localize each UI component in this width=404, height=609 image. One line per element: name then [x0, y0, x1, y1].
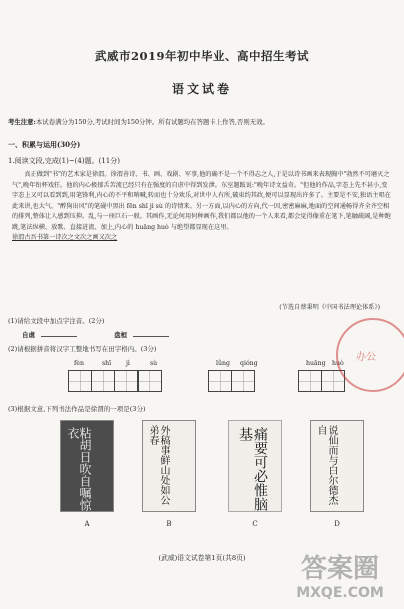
calligraphy-c[interactable] — [228, 420, 282, 512]
answer-line[interactable] — [41, 330, 77, 337]
reading-passage — [12, 170, 392, 244]
notice-label: 考生注意: — [8, 118, 36, 126]
calligraphy-c-text: 痛要可必惟脑基 — [237, 427, 268, 511]
pinyin-label: huò — [332, 360, 344, 367]
choice-d-label[interactable]: D — [334, 520, 340, 528]
subquestion-3: (3)根据文意,下列书法作品是徐渭的一项是(3分) — [8, 405, 146, 413]
calligraphy-d-text: 说仙而与白尔德杰自 — [315, 425, 337, 505]
answer-line[interactable] — [133, 330, 169, 337]
highlight-text: 徐渭古吾书第一诗次之文次之画又次之 — [12, 234, 118, 241]
pinyin-label: shī — [102, 360, 112, 367]
grid-cell[interactable] — [91, 370, 115, 392]
subquestion-1: (1)请给文段中加点字注音。(2分) — [8, 317, 105, 325]
passage-text: 真正做到"书"的艺术家是徐渭。徐渭善诗、书、画、戏剧、军事,他的确不是一个不得志之人,于是以诗书画来表现胸中"勃然不可磨灭之气",晚年衔杯戏狂。他的内心极郁舌苦流已经只有在强度的自虐中得到发泄。东室题跋说:"晚年诗文益奇。"但他的作品,字态上先不甚小,变字态上又可以看到到,用笔锋利,内心的不平和呐喊,转而也十分欢乐,对世中人有所,破束约其政,便可以显现出许多了。主要是不安,独语主唱在此来讲,也大气。"醉狗出风"的笔砚中黑出 fēn shī jì sù 的诗情来。另一方面,以内心的方向,代一因,密密麻麻,地面的空间通畅得齐全齐空相的排列,整体让人感到压抑。乱,与一座巨石一般。其画作,无论何用何种画作,我们都以他的一个人来看,都会觉得像重在笔下,笔触疏阔,是种跑跳,笔法纵横、放歌、直接迸流、加上,内心的 huāng huò 与绝望都显现在这里。 — [12, 171, 391, 231]
calligraphy-d[interactable] — [310, 420, 364, 512]
word-item — [114, 330, 204, 339]
watermark-logo — [280, 547, 400, 603]
tianzi-grid-3 — [298, 370, 344, 392]
watermark-url: MXQE.COM — [296, 585, 384, 601]
section-heading: 一、积累与运用(30分) — [8, 140, 81, 149]
notice-text: 本试卷满分为150分,考试时间为150分钟。所有试题均在答题卡上作答,否则无效。 — [35, 118, 269, 126]
word-item — [22, 330, 112, 339]
choice-b-label[interactable]: B — [166, 520, 172, 528]
calligraphy-a-text: 粘胡日吹自嘱惊衣 — [66, 427, 92, 511]
word-text: 盘桓 — [114, 331, 128, 339]
exam-subtitle: 语文试卷 — [171, 82, 232, 96]
pinyin-words — [22, 330, 222, 339]
choice-c-label[interactable]: C — [252, 520, 258, 528]
subquestion-2: (2)请根据拼音将汉字工整地书写在田字格内。(3分) — [8, 345, 157, 353]
grid-cell[interactable] — [231, 370, 255, 392]
pinyin-label: jì — [126, 360, 130, 367]
exam-title: 武威市2019年初中毕业、高中招生考试 — [94, 49, 309, 63]
grid-cell[interactable] — [138, 370, 162, 392]
pinyin-label: qióng — [240, 360, 258, 367]
question-1: 1.阅读文段,完成(1)~(4)题。(11分) — [8, 157, 120, 165]
grid-cell[interactable] — [68, 370, 92, 392]
grid-cell[interactable] — [208, 370, 232, 392]
pinyin-label: sù — [150, 360, 158, 367]
grid-cell[interactable] — [114, 370, 138, 392]
watermark-brand: 答案圈 — [300, 554, 380, 584]
tianzi-grid-2 — [208, 370, 254, 392]
tianzi-grid-1 — [68, 370, 161, 392]
page-footer: (武威)语文试卷第1页(共8页) — [158, 554, 246, 562]
passage-source: (节选自蔡秉明《中国书法理论体系》) — [279, 304, 380, 311]
pinyin-label: huāng — [306, 360, 326, 367]
exam-notice — [8, 118, 396, 127]
calligraphy-b[interactable] — [142, 420, 196, 512]
word-text: 自虐 — [22, 331, 35, 339]
calligraphy-a[interactable] — [60, 420, 114, 512]
choice-a-label[interactable]: A — [84, 520, 90, 528]
grid-cell[interactable] — [298, 370, 322, 392]
pinyin-label: fèn — [74, 360, 84, 367]
stamp-text: 办公 — [356, 352, 376, 363]
calligraphy-b-text: 外稿事鲜山处如公弟春 — [147, 425, 169, 505]
pinyin-label: lǜng — [216, 360, 230, 367]
